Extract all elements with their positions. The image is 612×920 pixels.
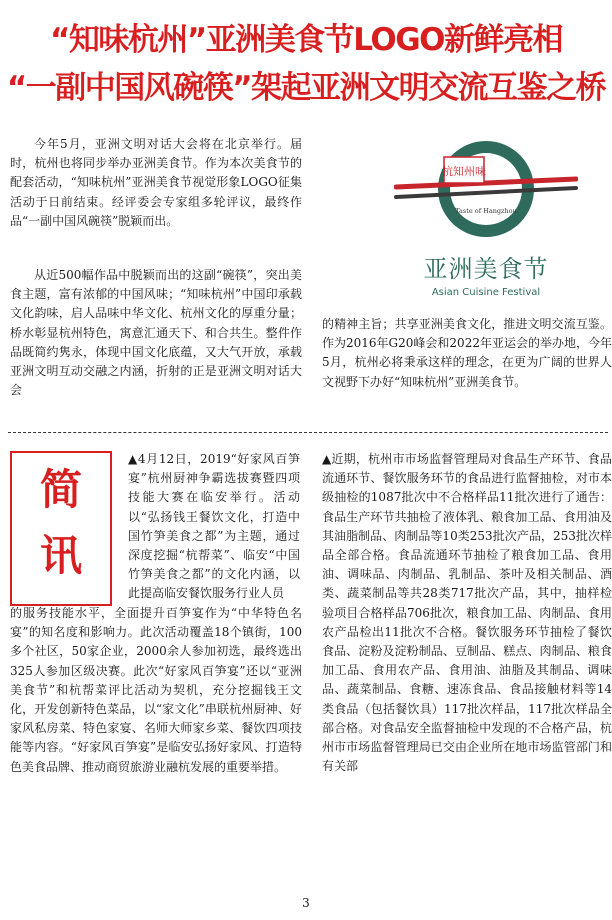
logo-name-en: Asian Cuisine Festival [431, 287, 541, 298]
brief-label-box [10, 451, 112, 606]
brief-item-1-part-1: ▲4月12日，2019“好家风百笋宴”杭州厨神争霸选拔赛暨四项技能大赛在临安举行。活动以“弘扬钱王餐饮文化，打造中国竹笋美食之都”为主题，通过深度挖掘“杭帮菜”、临安“中国竹笋美食之都”的文化内涵，以此提高临安餐饮服务行业人员 [128, 452, 300, 601]
article-paragraph-1: 今年5月，亚洲文明对话大会将在北京举行。届时，杭州也将同步举办亚洲美食节。作为本次美食节的配套活动，“知味杭州”亚洲美食节视觉形象LOGO征集活动于日前结束。经评委会专家组多轮评议，最终作品“一副中国风碗筷”脱颖而出。 [10, 137, 302, 228]
article-paragraph-2: 从近500幅作品中脱颖而出的这副“碗筷”，突出美食主题，富有浓郁的中国风味；“知味杭州”中国印承载文化韵味，启人品味中华文化、杭州文化的厚重分量；桥水彰显杭州特色，寓意汇通天下、和合共生。整件作品既简约隽永，体现中国文化底蕴，又大气开放，承载亚洲文明互动交融之内涵，折射的正是亚洲文明对话大会 [10, 268, 302, 398]
brief-label-char-1: 简 [39, 465, 82, 514]
logo-name-cn: 亚洲美食节 [423, 255, 549, 283]
article-paragraph-3: 的精神主旨；共享亚洲美食文化，推进文明交流互鉴。作为2016年G20峰会和2022年亚运会的举办地，今年5月，杭州必将秉承这样的理念，在更为广阔的世界人文视野下办好“知味杭州”亚洲美食节。 [322, 317, 612, 389]
ring-text: Taste of Hangzhou [455, 207, 517, 215]
brief-item-2: ▲近期，杭州市市场监督管理局对食品生产环节、食品流通环节、餐饮服务环节的食品进行监督抽检，对市本级抽检的1087批次中不合格样品11批次进行了通告：食品生产环节共抽检了液体乳、粮食加工品、食用油及其油脂制品、肉制品等10类253批次产品，253批次样品全部合格。食品流通环节抽检了粮食加工品、食用油、调味品、肉制品、乳制品、茶叶及相关制品、酒类、蔬菜制品等共28类717批次产品，其中，抽样检验项目合格样品706批次，粮食加工品、肉制品、食用农产品检出11批次不合格。餐饮服务环节抽检了餐饮食品、淀粉及淀粉制品、豆制品、糕点、肉制品、粮食加工品、食用农产品、食用油、油脂及其制品、调味品、蔬菜制品、食糖、速冻食品、食品接触材料等14类食品（包括餐饮具）117批次样品，117批次样品全部合格。对食品安全监督抽检中发现的不合格产品，杭州市市场监督管理局已交由企业所在地市场监管部门和有关部 [322, 452, 612, 774]
page-number: 3 [302, 896, 310, 910]
brief-item-1-part-2: 的服务技能水平，全面提升百笋宴作为“中华特色名宴”的知名度和影响力。此次活动覆盖18个镇街，100多个社区，50家企业，2000余人参加初选，最终选出325人参加区级决赛。此次“好家风百笋宴”还以“亚洲美食节”和杭帮菜评比活动为契机，充分挖掘钱王文化，开发创新特色菜品，以“家文化”串联杭州厨神、好家风私房菜、特色家宴、名师大师家乡菜、餐饮四项技能等内容。“好家风百笋宴”是临安弘扬好家风、打造特色美食品牌、推动商贸旅游业融杭发展的重要举措。 [10, 606, 302, 774]
festival-logo [394, 135, 578, 305]
section-divider [8, 432, 608, 433]
headline-line-1: “知味杭州”亚洲美食节LOGO新鲜亮相 [49, 22, 563, 58]
brief-label-char-2: 讯 [39, 531, 82, 580]
headline-line-2: “一副中国风碗筷”架起亚洲文明交流互鉴之桥 [6, 70, 606, 106]
seal-text: 杭知州味 [442, 165, 486, 178]
